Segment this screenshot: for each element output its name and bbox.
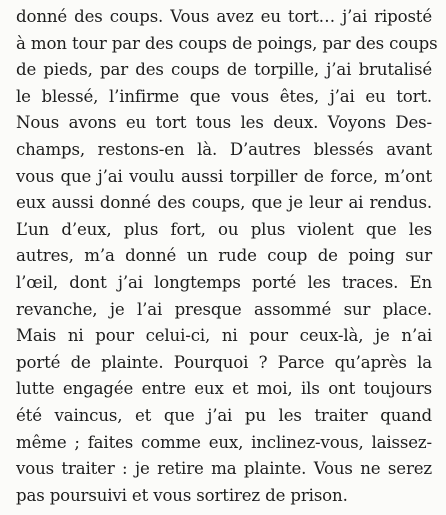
text-line: Nous avons eu tort tous les deux. Voyons Des- bbox=[16, 113, 432, 133]
text-line: L’un d’eux, plus fort, ou plus violent que les bbox=[16, 219, 432, 239]
text-line: de pieds, par des coups de torpille, j’ai brutalisé bbox=[16, 60, 432, 80]
text-line: Mais ni pour celui-ci, ni pour ceux-là, je n’ai bbox=[16, 326, 432, 346]
text-line: donné des coups. Vous avez eu tort… j’ai riposté bbox=[16, 7, 432, 26]
text-line: été vaincus, et que j’ai pu les traiter quand bbox=[16, 405, 432, 425]
text-line: vous que j’ai voulu aussi torpiller de force, m’ont bbox=[16, 166, 432, 186]
text-line: lutte engagée entre eux et moi, ils ont toujours bbox=[16, 379, 432, 399]
text-line: eux aussi donné des coups, que je leur ai rendus. bbox=[16, 193, 432, 213]
text-line: même ; faites comme eux, inclinez-vous, laissez- bbox=[16, 432, 432, 452]
text-line: autres, m’a donné un rude coup de poing sur bbox=[16, 246, 432, 266]
text-line: le blessé, l’infirme que vous êtes, j’ai eu tort. bbox=[16, 86, 432, 106]
text-line: l’œil, dont j’ai longtemps porté les traces. En bbox=[16, 272, 432, 292]
text-line: à mon tour par des coups de poings, par des coups bbox=[16, 33, 438, 53]
text-line: vous traiter : je retire ma plainte. Vous ne serez bbox=[16, 459, 432, 479]
body-text bbox=[16, 4, 438, 509]
text-line: champs, restons-en là. D’autres blessés avant bbox=[16, 139, 432, 159]
text-line: porté de plainte. Pourquoi ? Parce qu’après la bbox=[16, 352, 432, 372]
text-line: pas poursuivi et vous sortirez de prison. bbox=[16, 485, 348, 505]
text-line: revanche, je l’ai presque assommé sur place. bbox=[16, 299, 432, 319]
